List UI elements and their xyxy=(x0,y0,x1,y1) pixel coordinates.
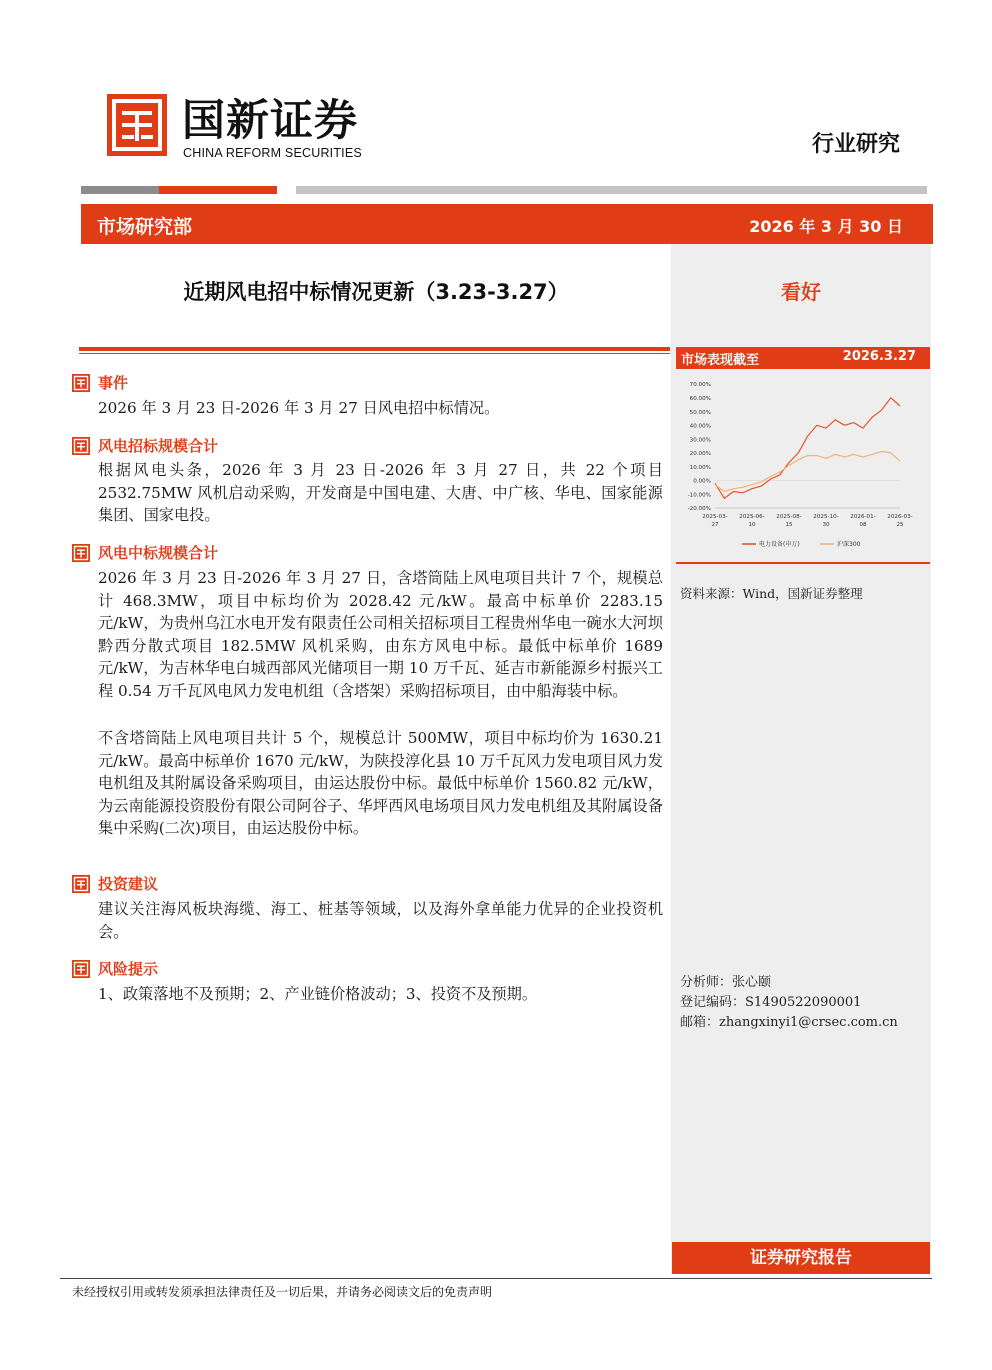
brand-logo-icon xyxy=(107,94,167,156)
x-tick-label: 15 xyxy=(785,522,793,528)
y-tick-label: -10.00% xyxy=(687,492,711,499)
header-divider-light xyxy=(296,186,927,194)
section-logo-icon xyxy=(72,875,90,893)
market-performance-banner xyxy=(676,347,930,369)
analyst-registration: 登记编码：S1490522090001 xyxy=(680,995,862,1010)
section-paragraph: 2026 年 3 月 23 日-2026 年 3 月 27 日风电招中标情况。 xyxy=(98,399,500,417)
y-tick-label: 70.00% xyxy=(689,382,711,389)
section-paragraph: 建议关注海风板块海缆、海工、桩基等领域，以及海外拿单能力优异的企业投资机会。 xyxy=(98,900,663,941)
analyst-info xyxy=(680,973,898,1033)
header-divider-dark xyxy=(81,186,159,194)
y-tick-label: -20.00% xyxy=(687,506,711,513)
series-line xyxy=(715,398,900,499)
section-logo-icon xyxy=(72,374,90,392)
section-heading-event xyxy=(72,372,128,393)
section-paragraph: 2026 年 3 月 23 日-2026 年 3 月 27 日，含塔筒陆上风电项目共计 7 个，规模总计 468.3MW，项目中标均价为 2028.42 元/kW。最高中标单价 2283.15 元/kW，为贵州乌江水电开发有限责任公司相关招标项目工程贵州华电一碗水大河坝黔西分散式项目 182.5MW 风机采购，由东方风电中标。最低中标单价 1689 元/kW，为吉林华电白城西部风光储项目一期 10 万千瓦、延吉市新能源乡村振兴工程 0.54 万千瓦风电风力发电机组（含塔架）采购招标项目，由中船海装中标。 xyxy=(98,569,663,700)
brand-name-en: CHINA REFORM SECURITIES xyxy=(183,146,362,160)
section-title: 风电招标规模合计 xyxy=(98,437,219,455)
header-divider-red xyxy=(159,186,277,194)
section-title: 风电中标规模合计 xyxy=(98,544,219,562)
x-tick-label: 10 xyxy=(748,522,756,528)
title-divider-thin xyxy=(79,353,670,354)
footer-divider xyxy=(60,1278,932,1279)
page-title: 近期风电招中标情况更新（3.23-3.27） xyxy=(183,280,569,304)
section-logo-icon xyxy=(72,437,90,455)
analyst-name: 分析师：张心颐 xyxy=(680,975,772,990)
y-tick-label: 50.00% xyxy=(689,409,711,416)
section-title: 投资建议 xyxy=(98,875,159,893)
section-heading-risk xyxy=(72,958,158,979)
x-tick-label: 2025-06- xyxy=(739,514,765,520)
chart-source: 资料来源：Wind，国新证券整理 xyxy=(680,586,863,601)
section-paragraph: 不含塔筒陆上风电项目共计 5 个，规模总计 500MW，项目中标均价为 1630.21 元/kW。最高中标单价 1670 元/kW，为陕投淳化县 10 万千瓦风力发电项目风力发电机组及其附属设备采购项目，由运达股份中标。最低中标单价 1560.82 元/kW，为云南能源投资股份有限公司阿谷子、华坪西风电场项目风力发电机组及其附属设备集中采购(二次)项目，由运达股份中标。 xyxy=(98,729,663,837)
y-tick-label: 20.00% xyxy=(689,451,711,458)
report-type: 行业研究 xyxy=(812,131,901,157)
x-tick-label: 25 xyxy=(896,522,904,528)
brand-name-cn: 国新证券 xyxy=(182,96,358,146)
x-tick-label: 2025-08- xyxy=(776,514,802,520)
title-divider xyxy=(79,347,670,351)
x-tick-label: 2025-03- xyxy=(702,514,728,520)
section-heading-tender xyxy=(72,435,218,456)
y-tick-label: 0.00% xyxy=(693,478,711,485)
report-label-banner: 证券研究报告 xyxy=(672,1242,930,1274)
footer-disclaimer: 未经授权引用或转发须承担法律责任及一切后果，并请务必阅读文后的免责声明 xyxy=(72,1285,493,1299)
sidebar-divider xyxy=(676,562,930,564)
section-paragraph: 1、政策落地不及预期；2、产业链价格波动；3、投资不及预期。 xyxy=(98,985,538,1003)
legend-label: 电力设备(申万) xyxy=(759,541,800,549)
x-tick-label: 08 xyxy=(859,522,867,528)
x-tick-label: 2026-01- xyxy=(850,514,876,520)
y-tick-label: 30.00% xyxy=(689,437,711,444)
section-heading-award xyxy=(72,542,218,563)
x-tick-label: 2025-10- xyxy=(813,514,839,520)
rating-badge: 看好 xyxy=(781,280,821,304)
section-logo-icon xyxy=(72,544,90,562)
department-banner xyxy=(81,204,933,244)
x-tick-label: 30 xyxy=(822,522,830,528)
department-label: 市场研究部 xyxy=(97,216,193,238)
y-tick-label: 10.00% xyxy=(689,464,711,471)
market-chart xyxy=(675,374,930,554)
x-tick-label: 27 xyxy=(711,522,719,528)
legend-label: 沪深300 xyxy=(837,541,861,549)
analyst-email: 邮箱：zhangxinyi1@crsec.com.cn xyxy=(680,1015,898,1030)
series-line xyxy=(715,452,900,492)
report-date: 2026 年 3 月 30 日 xyxy=(749,217,903,236)
y-tick-label: 60.00% xyxy=(689,395,711,402)
section-logo-icon xyxy=(72,960,90,978)
market-date: 2026.3.27 xyxy=(842,349,916,364)
section-heading-advice xyxy=(72,873,158,894)
section-title: 事件 xyxy=(98,374,129,392)
x-tick-label: 2026-03- xyxy=(887,514,913,520)
section-paragraph: 根据风电头条，2026 年 3 月 23 日-2026 年 3 月 27 日，共 22 个项目 2532.75MW 风机启动采购，开发商是中国电建、大唐、中广核、华电、国家能源集团、国家电投。 xyxy=(98,461,663,524)
market-label: 市场表现截至 xyxy=(681,353,760,368)
section-title: 风险提示 xyxy=(98,960,159,978)
y-tick-label: 40.00% xyxy=(689,423,711,430)
